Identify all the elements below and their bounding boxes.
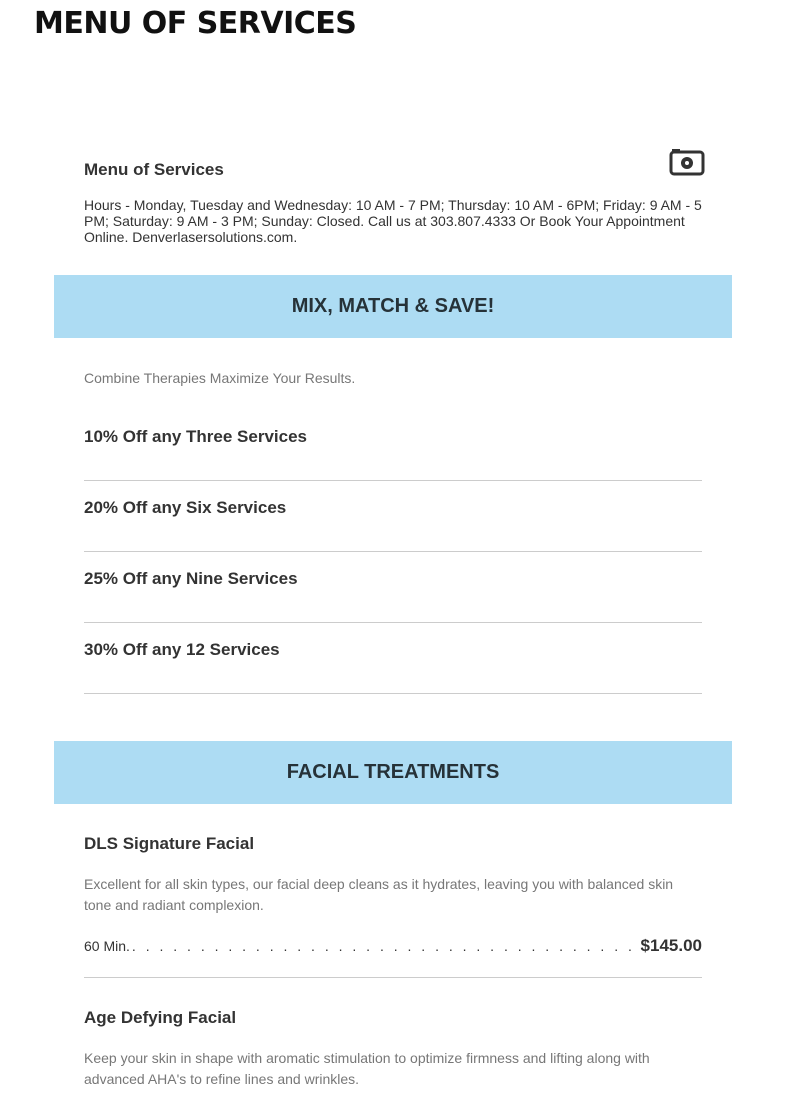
discount-item: 10% Off any Three Services bbox=[84, 410, 702, 481]
discount-item: 25% Off any Nine Services bbox=[84, 552, 702, 623]
service-description: Excellent for all skin types, our facial deep cleans as it hydrates, leaving you with balanced skin tone and radiant complexion. bbox=[84, 876, 674, 913]
mix-match-banner: MIX, MATCH & SAVE! bbox=[54, 275, 732, 338]
service-price: $145.00 bbox=[640, 936, 702, 955]
service-name: DLS Signature Facial bbox=[84, 834, 255, 853]
mix-subtitle: Combine Therapies Maximize Your Results. bbox=[84, 370, 356, 386]
hours-text: Hours - Monday, Tuesday and Wednesday: 10 AM - 7 PM; Thursday: 10 AM - 6PM; Friday: 9 AM - 5 PM; Saturday: 9 AM - 3 PM; Sunday: Closed. Call us at 303.807.4333 Or Book Your Appointment Online. Denverlasersolutions.com. bbox=[84, 197, 702, 245]
dot-leader bbox=[132, 938, 639, 954]
intro-heading: Menu of Services bbox=[84, 160, 224, 179]
service-name: Age Defying Facial bbox=[84, 1008, 237, 1027]
price-row bbox=[84, 936, 702, 956]
camera-icon bbox=[669, 148, 705, 176]
discount-item: 20% Off any Six Services bbox=[84, 481, 702, 552]
service-duration: 60 Min. bbox=[84, 938, 130, 954]
service-description: Keep your skin in shape with aromatic stimulation to optimize firmness and lifting along with advanced AHA's to refine lines and wrinkles. bbox=[84, 1050, 650, 1087]
discount-item: 30% Off any 12 Services bbox=[84, 623, 702, 694]
divider bbox=[84, 977, 702, 978]
page-title: MENU OF SERVICES bbox=[34, 6, 357, 41]
facial-treatments-banner: FACIAL TREATMENTS bbox=[54, 741, 732, 804]
